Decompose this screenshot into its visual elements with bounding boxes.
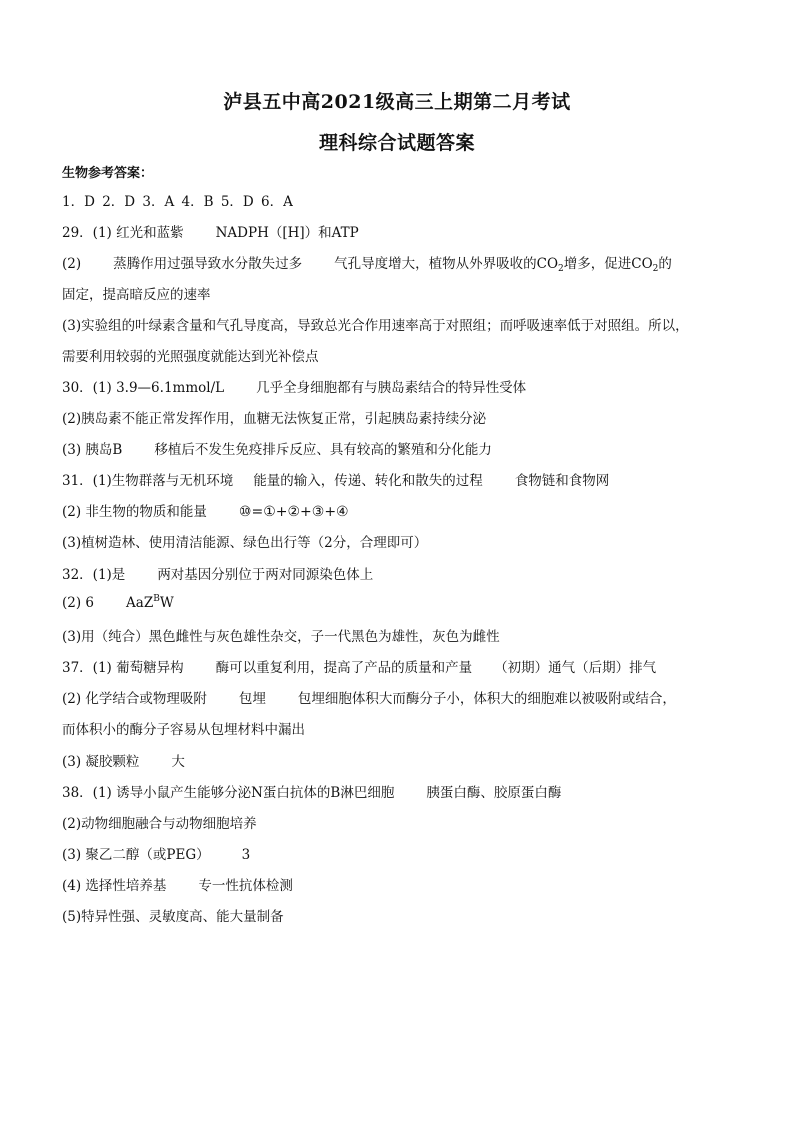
q29-part2 bbox=[62, 252, 672, 274]
q30-part1 bbox=[62, 376, 526, 396]
q38-part4 bbox=[62, 874, 293, 894]
multiple-choice-answers: 1．D 2．D 3．A 4．B 5．D 6．A bbox=[62, 194, 293, 210]
q37-part1-answer-b: 酶可以重复利用，提高了产品的质量和产量 bbox=[215, 660, 473, 676]
q29-part1-answer-b: NADPH（[H]）和ATP bbox=[215, 225, 359, 241]
q32-part3: (3)用（纯合）黑色雌性与灰色雄性杂交，子一代黑色为雄性，灰色为雌性 bbox=[62, 629, 500, 645]
q37-part2-answer-a: (2) 化学结合或物理吸附 bbox=[62, 691, 207, 707]
q31-part3: (3)植树造林、使用清洁能源、绿色出行等（2分，合理即可） bbox=[62, 535, 428, 551]
q30-part3-answer-a: (3) 胰岛B bbox=[62, 442, 123, 458]
q38-part2: (2)动物细胞融合与动物细胞培养 bbox=[62, 816, 257, 832]
q31-part1 bbox=[62, 469, 609, 489]
q37-part1 bbox=[62, 656, 656, 676]
q29-part2-answer-a: 蒸腾作用过强导致水分散失过多 bbox=[113, 256, 303, 272]
q30-part3-answer-b: 移植后不发生免疫排斥反应、具有较高的繁殖和分化能力 bbox=[154, 442, 492, 458]
q37-part1-answer-c: （初期）通气（后期）排气 bbox=[494, 660, 657, 676]
q29-part3: (3)实验组的叶绿素含量和气孔导度高，导致总光合作用速率高于对照组；而呼吸速率低于对照组。所以， bbox=[62, 318, 689, 334]
q38-part5: (5)特异性强、灵敏度高、能大量制备 bbox=[62, 909, 284, 925]
q31-part2 bbox=[62, 500, 349, 520]
superscript: B bbox=[153, 594, 160, 604]
q29-part1-answer-a: 29．(1) 红光和蓝紫 bbox=[62, 225, 184, 241]
q32-part2-answer-a: (2) 6 bbox=[62, 595, 95, 611]
q38-part1-answer-b: 胰蛋白酶、胶原蛋白酶 bbox=[426, 785, 562, 801]
q30-part1-answer-a: 30．(1) 3.9—6.1mmol/L bbox=[62, 380, 225, 396]
q38-part3-answer-a: (3) 聚乙二醇（或PEG） bbox=[62, 847, 210, 863]
q30-part2: (2)胰岛素不能正常发挥作用，血糖无法恢复正常，引起胰岛素持续分泌 bbox=[62, 411, 487, 427]
q29-part2-answer-d: 的 bbox=[658, 256, 672, 272]
q37-part2 bbox=[62, 687, 676, 707]
q29-part2-answer-b: 气孔导度增大，植物从外界吸收的CO bbox=[334, 256, 559, 272]
q32-part2-genotype: AaZ bbox=[126, 595, 154, 611]
q31-part2-answer-b: ⑩=①+②+③+④ bbox=[238, 504, 349, 520]
q32-part2-genotype-end: W bbox=[159, 595, 174, 611]
q38-part1 bbox=[62, 781, 561, 801]
q37-part2-answer-c: 包埋细胞体积大而酶分子小，体积大的细胞难以被吸附或结合， bbox=[297, 691, 676, 707]
q32-part1-answer-a: 32．(1)是 bbox=[62, 567, 126, 583]
q38-part4-answer-b: 专一性抗体检测 bbox=[198, 878, 293, 894]
q29-part3-continued: 需要利用较弱的光照强度就能达到光补偿点 bbox=[62, 349, 319, 365]
q29-part2-label: (2) bbox=[62, 256, 82, 272]
q32-part1 bbox=[62, 563, 373, 583]
q37-part3-answer-b: 大 bbox=[171, 754, 185, 770]
q29-part2-continued: 固定，提高暗反应的速率 bbox=[62, 287, 211, 303]
q31-part1-answer-c: 食物链和食物网 bbox=[514, 473, 610, 489]
q29-part2-answer-c: 增多，促进CO bbox=[563, 256, 653, 272]
q31-part2-answer-a: (2) 非生物的物质和能量 bbox=[62, 504, 207, 520]
exam-title: 泸县五中高2021级高三上期第二月考试 bbox=[223, 91, 571, 113]
q37-part2-continued: 而体积小的酶分子容易从包埋材料中漏出 bbox=[62, 722, 305, 738]
q38-part3 bbox=[62, 843, 250, 863]
biology-section-heading: 生物参考答案： bbox=[62, 166, 154, 181]
q32-part2 bbox=[62, 594, 174, 611]
q29-part1 bbox=[62, 221, 359, 241]
q32-part1-answer-b: 两对基因分别位于两对同源染色体上 bbox=[157, 567, 374, 583]
q30-part1-answer-b: 几乎全身细胞都有与胰岛素结合的特异性受体 bbox=[256, 380, 527, 396]
q38-part1-answer-a: 38．(1) 诱导小鼠产生能够分泌N蛋白抗体的B淋巴细胞 bbox=[62, 785, 395, 801]
q31-part1-answer-b: 能量的输入，传递、转化和散失的过程 bbox=[253, 473, 483, 489]
q37-part3 bbox=[62, 750, 185, 770]
q31-part1-answer-a: 31．(1)生物群落与无机环境 bbox=[62, 473, 234, 489]
subscript: 2 bbox=[558, 264, 564, 274]
q30-part3 bbox=[62, 438, 492, 458]
q38-part3-answer-b: 3 bbox=[241, 847, 251, 863]
q37-part3-answer-a: (3) 凝胶颗粒 bbox=[62, 754, 140, 770]
q37-part2-answer-b: 包埋 bbox=[238, 691, 266, 707]
exam-subtitle: 理科综合试题答案 bbox=[318, 132, 475, 154]
subscript: 2 bbox=[652, 264, 659, 274]
q38-part4-answer-a: (4) 选择性培养基 bbox=[62, 878, 167, 894]
q37-part1-answer-a: 37．(1) 葡萄糖异构 bbox=[62, 660, 184, 676]
